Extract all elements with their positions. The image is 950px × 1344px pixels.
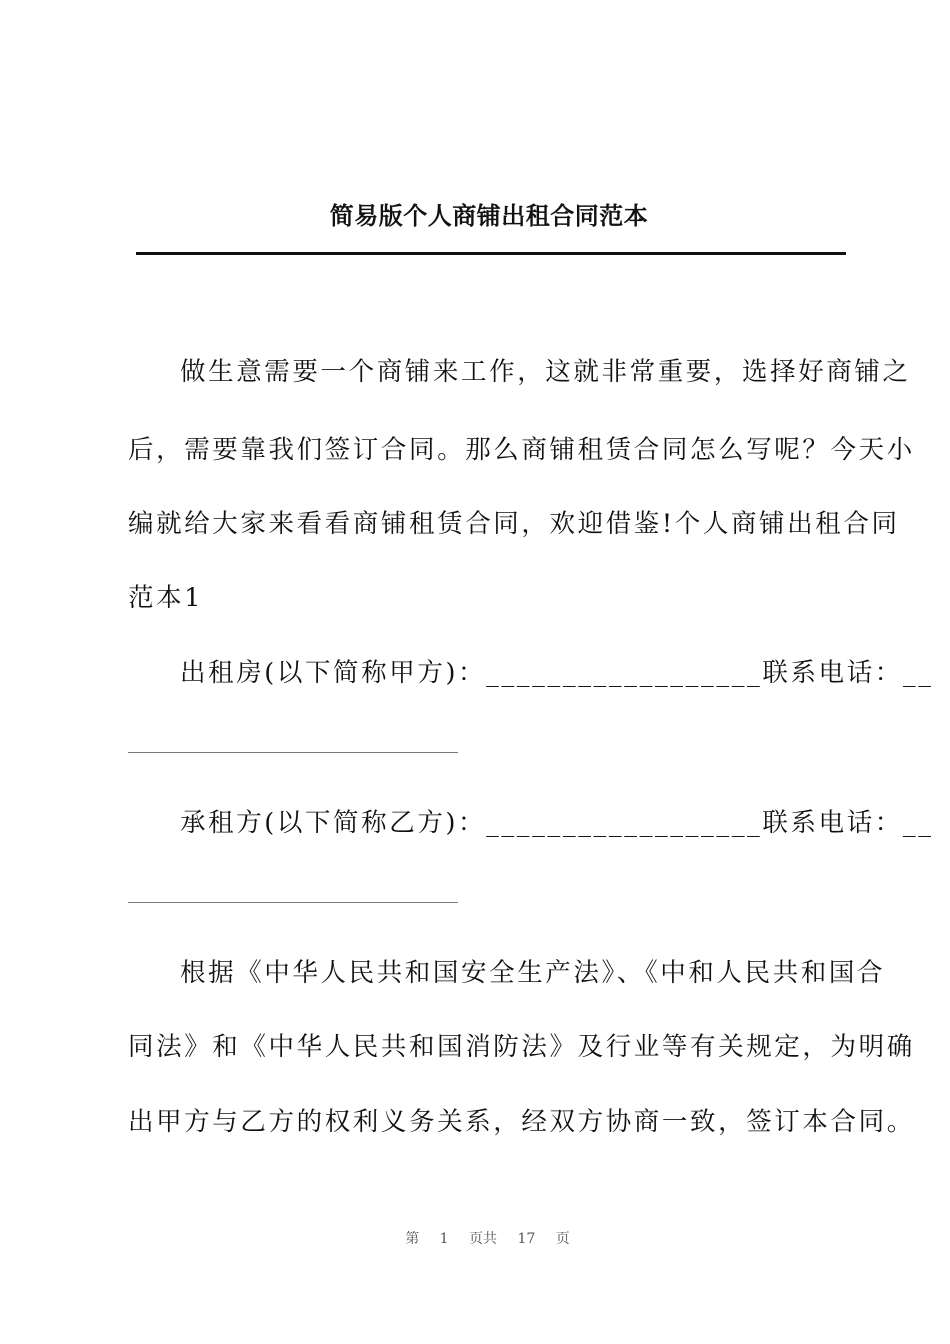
footer-prefix: 第 [405, 1231, 420, 1247]
footer-mid: 页共 [469, 1231, 498, 1247]
footer-suffix: 页 [555, 1231, 570, 1247]
footer-current-page: 1 [439, 1231, 449, 1247]
title-underline [136, 252, 846, 255]
lessee-phone-blank [128, 902, 458, 903]
lessor-line: 出租房(以下简称甲方)：__________________联系电话：__ [180, 658, 934, 688]
paragraph-line-1: 做生意需要一个商铺来工作，这就非常重要，选择好商铺之 [180, 357, 911, 387]
document-title: 简易版个人商铺出租合同范本 [329, 201, 649, 230]
paragraph-line-2: 后，需要靠我们签订合同。那么商铺租赁合同怎么写呢？今天小 [128, 435, 915, 465]
page-footer [0, 1228, 950, 1248]
paragraph-line-6: 同法》和《中华人民共和国消防法》及行业等有关规定，为明确 [128, 1032, 915, 1062]
paragraph-line-5: 根据《中华人民共和国安全生产法》、《中和人民共和国合 [180, 958, 886, 988]
lessee-line: 承租方(以下简称乙方)：__________________联系电话：__ [180, 808, 934, 838]
paragraph-line-3: 编就给大家来看看商铺租赁合同，欢迎借鉴!个人商铺出租合同 [128, 509, 900, 539]
footer-total-pages: 17 [517, 1231, 536, 1247]
paragraph-line-7: 出甲方与乙方的权利义务关系，经双方协商一致，签订本合同。 [128, 1107, 915, 1137]
paragraph-line-4: 范本1 [128, 583, 204, 613]
lessor-phone-blank [128, 752, 458, 753]
